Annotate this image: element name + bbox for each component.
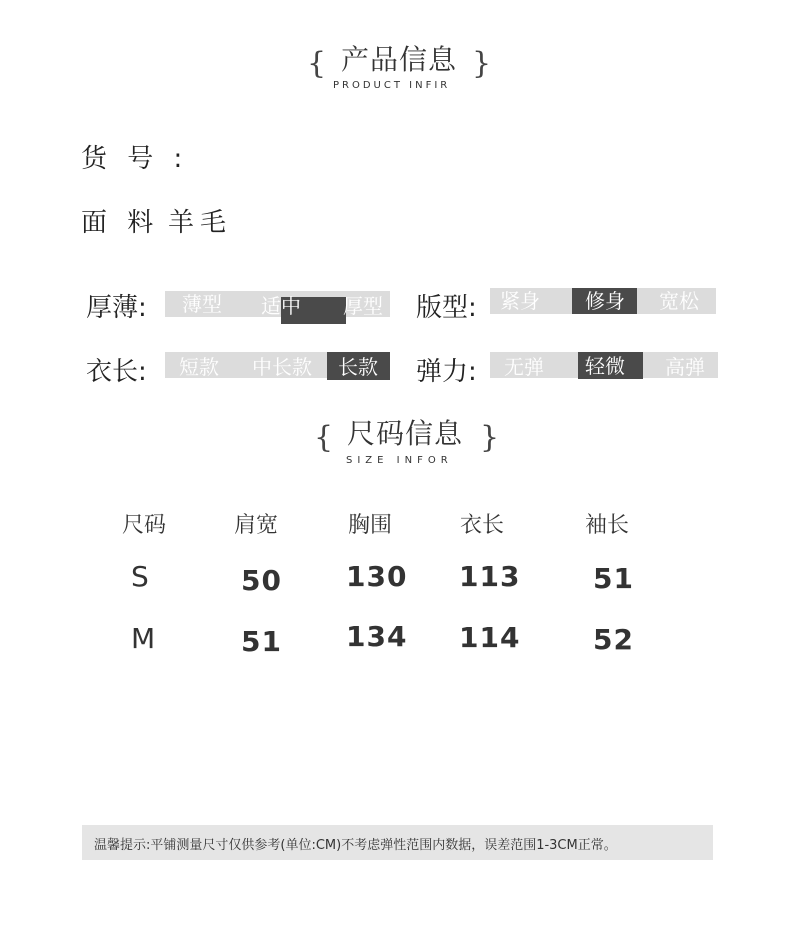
measurement-note: 温馨提示:平铺测量尺寸仅供参考(单位:CM)不考虑弹性范围内数据，误差范围1-3CM正常。 [94, 838, 617, 853]
table-header-chest: 胸围 [348, 513, 393, 538]
size-brace-left: { [314, 420, 334, 455]
table-cell-size-m: M [131, 622, 157, 655]
table-header-length: 衣长 [460, 513, 505, 538]
size-info-subtitle: SIZE INFOR [346, 455, 453, 466]
length-option-mid: 中长款 [252, 355, 312, 379]
table-cell-sleeve-s: 51 [593, 562, 634, 595]
size-brace-right: } [480, 420, 500, 455]
fit-option-slim: 紧身 [500, 289, 540, 313]
length-option-short: 短款 [179, 355, 219, 379]
table-cell-length-m: 114 [459, 621, 521, 654]
table-cell-shoulder-m: 51 [241, 625, 282, 658]
fabric-label: 面 料 [81, 208, 160, 238]
elasticity-option-high: 高弹 [665, 355, 705, 379]
table-header-sleeve: 袖长 [585, 513, 630, 538]
thickness-label: 厚薄: [86, 293, 147, 323]
thickness-option-thin: 薄型 [182, 292, 222, 316]
fit-label: 版型: [416, 293, 477, 323]
table-cell-chest-s: 130 [346, 560, 408, 593]
thickness-option-medium: 适中 [261, 294, 301, 318]
table-cell-shoulder-s: 50 [241, 564, 282, 597]
table-header-shoulder: 肩宽 [234, 513, 279, 538]
table-cell-chest-m: 134 [346, 620, 408, 653]
table-header-size: 尺码 [122, 513, 167, 538]
table-cell-sleeve-m: 52 [593, 623, 634, 656]
fit-option-loose: 宽松 [659, 289, 699, 313]
fit-option-regular: 修身 [585, 289, 625, 313]
brace-right: } [472, 46, 492, 81]
fabric-value: 羊毛 [168, 208, 233, 238]
elasticity-option-none: 无弹 [504, 355, 544, 379]
table-cell-length-s: 113 [459, 560, 521, 593]
table-cell-size-s: S [131, 560, 150, 593]
product-info-title: 产品信息 [341, 43, 458, 76]
thickness-option-thick: 厚型 [343, 294, 383, 318]
length-label: 衣长: [86, 357, 147, 387]
elasticity-label: 弹力: [416, 357, 477, 387]
size-info-title: 尺码信息 [347, 417, 464, 450]
length-option-long: 长款 [338, 355, 378, 379]
product-info-subtitle: PRODUCT INFIR [333, 80, 451, 91]
elasticity-option-slight: 轻微 [585, 354, 625, 378]
item-number-label: 货 号 : [81, 144, 189, 174]
brace-left: { [307, 46, 327, 81]
